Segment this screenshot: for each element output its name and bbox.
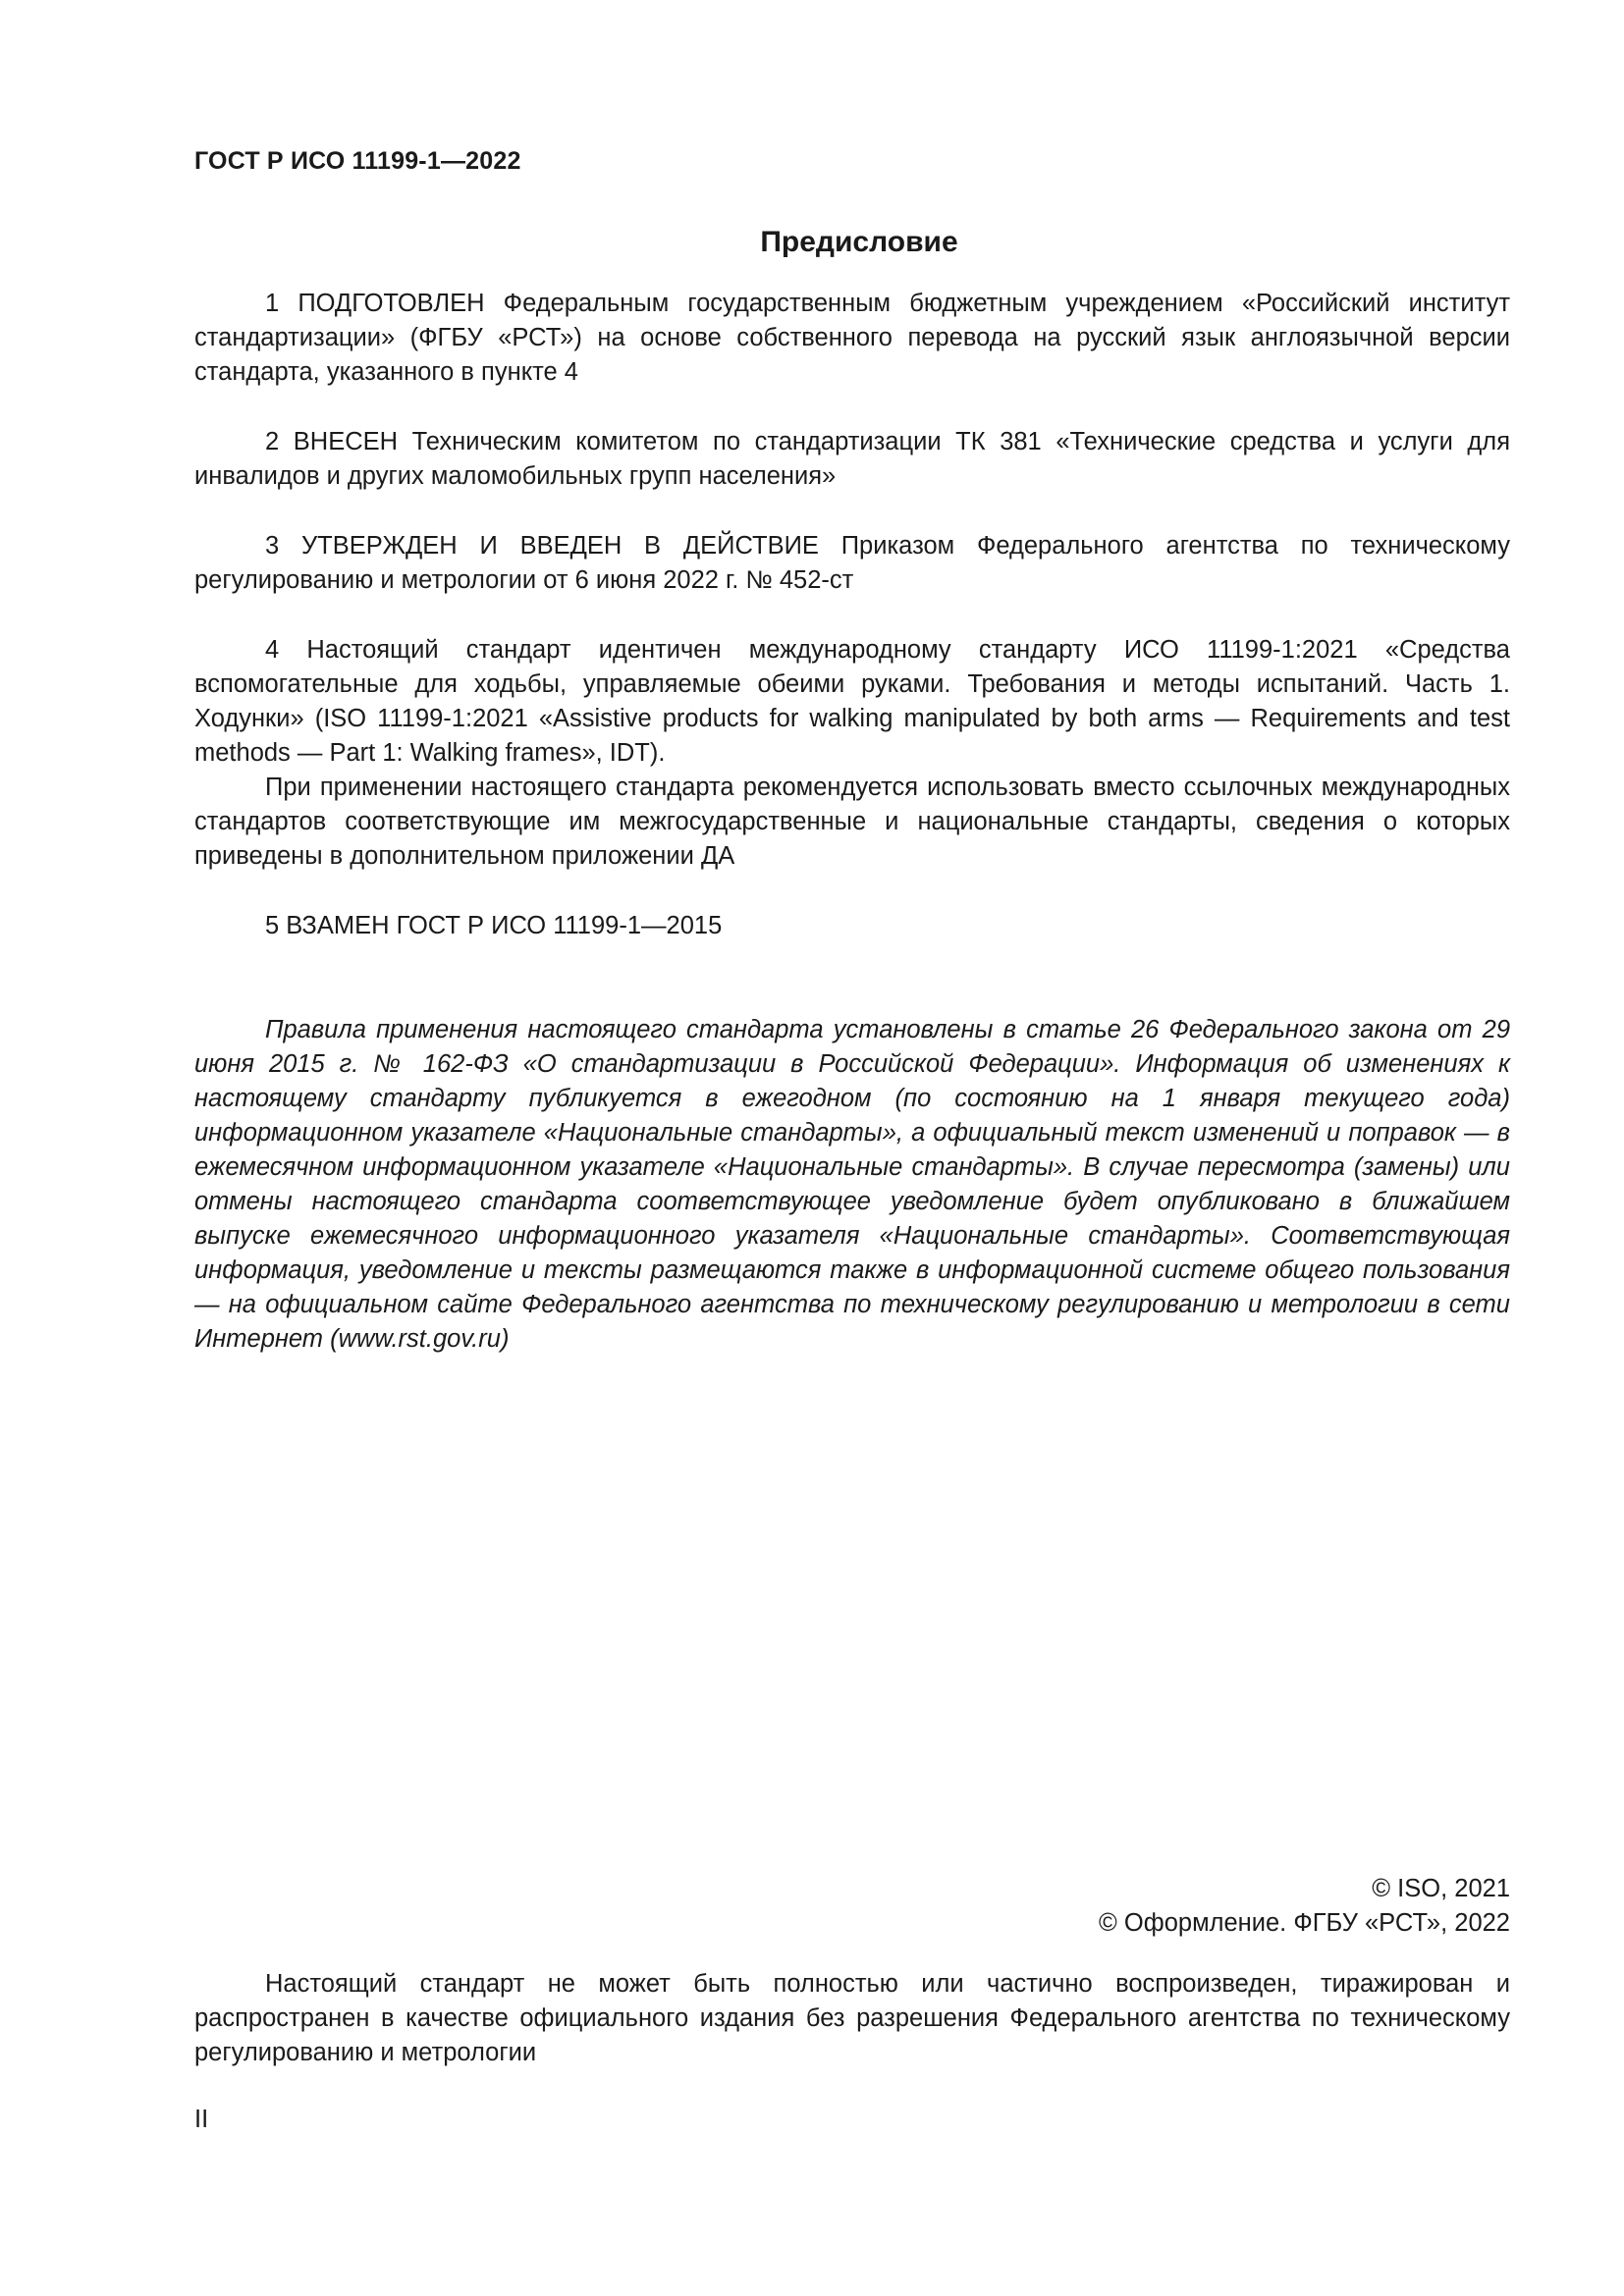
- document-identifier: ГОСТ Р ИСО 11199-1—2022: [194, 147, 521, 175]
- reproduction-notice-text: Настоящий стандарт не может быть полностью или частично воспроизведен, тиражирован и распространен в качестве официального издания без разрешения Федерального агентства по техническому регулированию и метрологии: [194, 1970, 1510, 2066]
- page-title: Предисловие: [760, 226, 958, 258]
- preface-item-4: 4 Настоящий стандарт идентичен международному стандарту ИСО 11199-1:2021 «Средства вспомогательные для ходьбы, управляемые обеими руками. Требования и методы испытаний. Часть 1. Ходунки» (ISO 11199-1:2021 «Assistive products for walking manipulated by both arms — Requirements and test methods — Part 1: Walking frames», IDT).: [194, 636, 1510, 767]
- reproduction-notice: [194, 1967, 1510, 2070]
- preface-item-1: 1 ПОДГОТОВЛЕН Федеральным государственным бюджетным учреждением «Российский институт стандартизации» (ФГБУ «РСТ») на основе собственного перевода на русский язык англоязычной версии стандарта, указанного в пункте 4: [194, 290, 1510, 386]
- preface-item-3: 3 УТВЕРЖДЕН И ВВЕДЕН В ДЕЙСТВИЕ Приказом Федерального агентства по техническому регулированию и метрологии от 6 июня 2022 г. № 452-ст: [194, 532, 1510, 594]
- preface-item-5: 5 ВЗАМЕН ГОСТ Р ИСО 11199-1—2015: [265, 912, 723, 939]
- application-rules-note: Правила применения настоящего стандарта установлены в статье 26 Федерального закона от 29 июня 2015 г. № 162-ФЗ «О стандартизации в Российской Федерации». Информация об изменениях к настоящему стандарту публикуется в ежегодном (по состоянию на 1 января текущего года) информационном указателе «Национальные стандарты», а официальный текст изменений и поправок — в ежемесячном информационном указателе «Национальные стандарты». В случае пересмотра (замены) или отмены настоящего стандарта соответствующее уведомление будет опубликовано в ближайшем выпуске ежемесячного информационного указателя «Национальные стандарты». Соответствующая информация, уведомление и тексты размещаются также в информационной системе общего пользования — на официальном сайте Федерального агентства по техническому регулированию и метрологии в сети Интернет (www.rst.gov.ru): [194, 1016, 1510, 1353]
- preface-item-4-note: При применении настоящего стандарта рекомендуется использовать вместо ссылочных международных стандартов соответствующие им межгосударственные и национальные стандарты, сведения о которых приведены в дополнительном приложении ДА: [194, 774, 1510, 870]
- preface-body: [194, 287, 1510, 1357]
- page-number: II: [194, 2106, 209, 2133]
- copyright-block: [1099, 1872, 1510, 1941]
- copyright-iso: © ISO, 2021: [1372, 1875, 1510, 1902]
- preface-item-2: 2 ВНЕСЕН Техническим комитетом по стандартизации ТК 381 «Технические средства и услуги для инвалидов и других маломобильных групп населения»: [194, 428, 1510, 490]
- copyright-design: © Оформление. ФГБУ «РСТ», 2022: [1099, 1909, 1510, 1937]
